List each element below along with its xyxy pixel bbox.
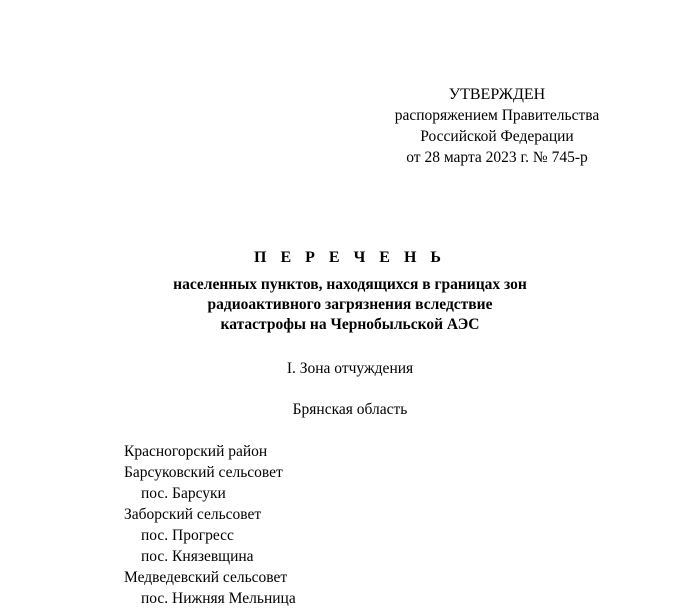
council-name: Барсуковский сельсовет [124,464,283,481]
approval-line-2: Российской Федерации [420,128,574,145]
approval-heading: УТВЕРЖДЕН [448,86,546,103]
settlement-listing [124,441,296,609]
region-heading: Брянская область [292,401,408,418]
approval-block [378,84,616,168]
subtitle-line-2: радиоактивного загрязнения вследствие [207,296,493,313]
district-name: Красногорский район [124,443,268,460]
settlement-item: пос. Барсуки [141,485,226,502]
subtitle-line-3: катастрофы на Чернобыльской АЭС [220,316,480,333]
settlement-item: пос. Князевщина [141,548,254,565]
document-title: П Е Р Е Ч Е Н Ь [254,249,446,266]
settlement-item: пос. Нижняя Мельница [141,590,296,607]
document-subtitle [0,275,700,335]
section-heading: I. Зона отчуждения [286,360,414,377]
approval-line-1: распоряжением Правительства [394,107,600,124]
subtitle-line-1: населенных пунктов, находящихся в границах зон [173,276,527,293]
approval-line-3: от 28 марта 2023 г. № 745-р [406,149,588,166]
council-name: Заборский сельсовет [124,506,262,523]
settlement-item: пос. Прогресс [141,527,234,544]
council-name: Медведевский сельсовет [124,569,288,586]
